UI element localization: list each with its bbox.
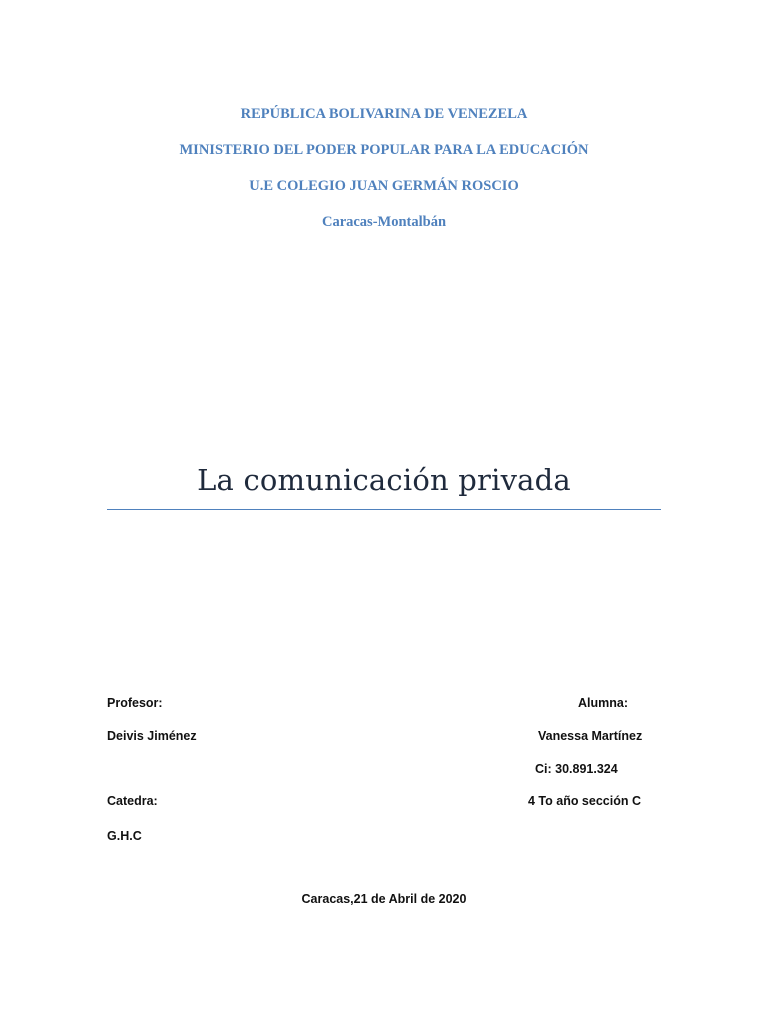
alumna-name: Vanessa Martínez: [538, 729, 643, 743]
alumna-grade-section: 4 To año sección C: [528, 794, 641, 808]
catedra-label: Catedra:: [107, 794, 158, 808]
header-country: REPÚBLICA BOLIVARINA DE VENEZELA: [240, 106, 528, 122]
catedra-value: G.H.C: [107, 829, 142, 843]
document-title: La comunicación privada: [197, 463, 571, 497]
date-line: Caracas,21 de Abril de 2020: [301, 892, 467, 906]
header-school: U.E COLEGIO JUAN GERMÁN ROSCIO: [249, 178, 519, 194]
header-location: Caracas-Montalbán: [321, 214, 447, 230]
alumna-ci: Ci: 30.891.324: [535, 762, 618, 776]
profesor-name: Deivis Jiménez: [107, 729, 197, 743]
title-underline-rule: [107, 509, 661, 510]
alumna-label: Alumna:: [578, 696, 628, 710]
header-ministry: MINISTERIO DEL PODER POPULAR PARA LA EDUCACIÓN: [179, 142, 589, 158]
profesor-label: Profesor:: [107, 696, 163, 710]
